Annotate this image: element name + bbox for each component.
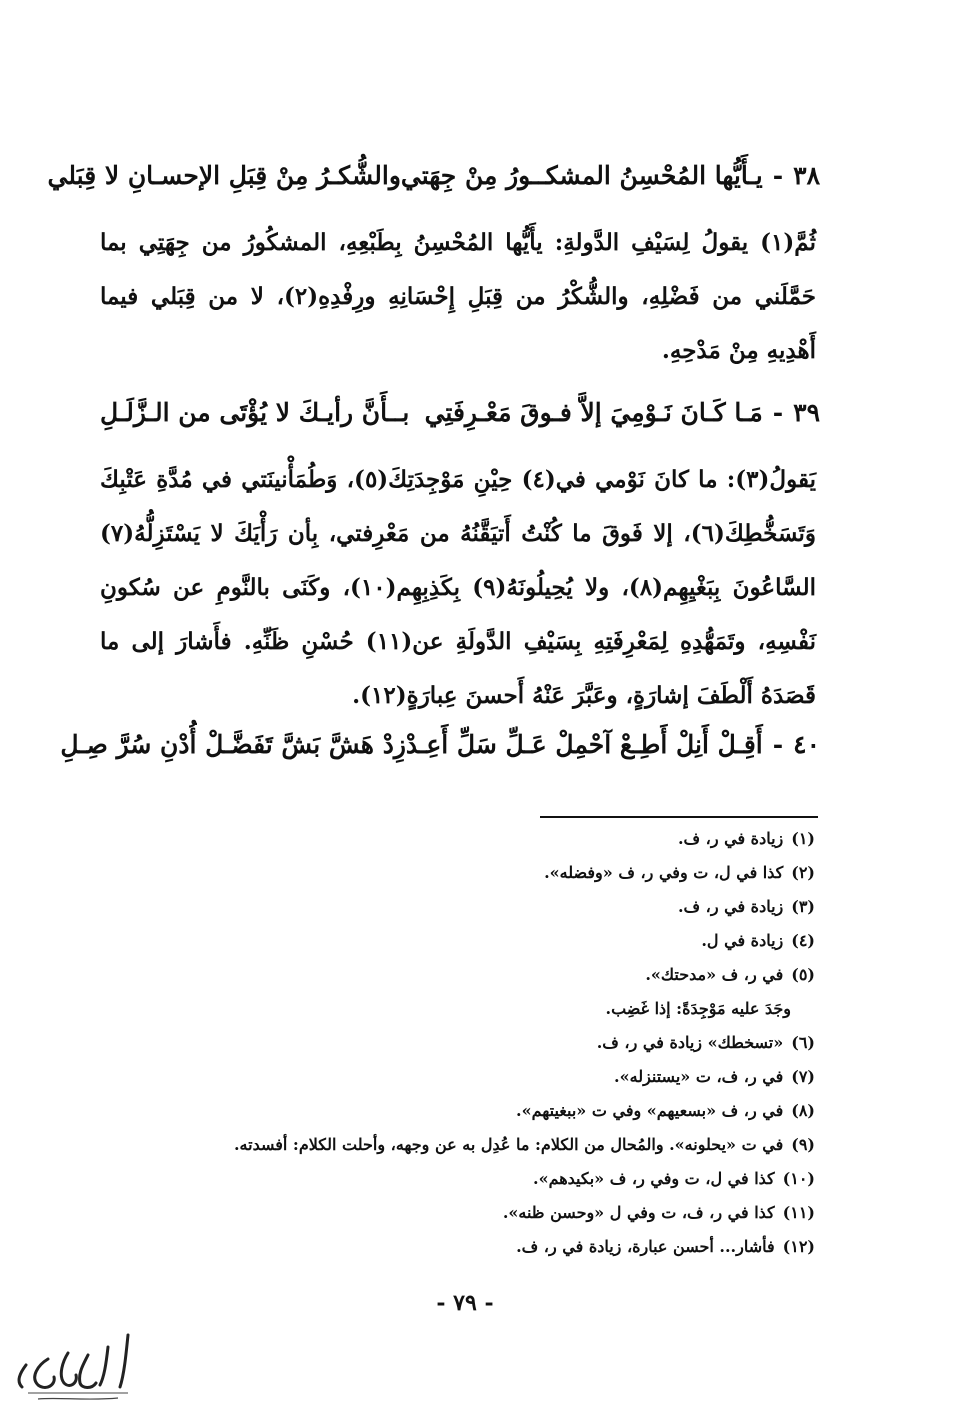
verse-first-hemistich: مَـا كَـانَ نَـوْمِيَ إلاَّ فـوقَ مَعْـرِفَتِي [424, 398, 763, 427]
page-number: - ٧٩ - [436, 1290, 494, 1316]
verse-second-hemistich: بــأَنَّ رأيـكَ لا يُؤْتَى من الـزَّلَـلِ [100, 398, 410, 427]
footnote: (١)زيادة في ر، ف. [677, 829, 815, 848]
footnote: (٤)زيادة في ل. [701, 931, 815, 950]
footnote: (٨)في ر، ف «بسعيهم» وفي ت «ببغيتهم». [516, 1101, 815, 1120]
footnote-divider [540, 816, 818, 818]
commentary-paragraph: يَقولُ(٣): ما كانَ نَوْمي في(٤) حِيْنِ مَوْجِدَتِكَ(٥)، وَطُمَأْنينَتي في مُدَّةِ عَتْبِكَ وَتَسَخُّطِكَ(٦)، إلا فَوقَ ما كُنْتُ أَتيَقَّنُهُ من مَعْرِفتي، بِأن رَأْيَكَ لا يَسْتَزِلُّهُ(٧) السَّاعُونَ بِبَغْيِهِم(٨)، ولا يُحِيلُونَهُ(٩) بِكَذِبِهِم(١٠)، وكَنَى بالنَّومِ عن سُكونِ نَفْسِهِ، وتَمَهُّدِهِ لِمَعْرِفَتِهِ بِسَيْفِ الدَّولَةِ عن(١١) حُسْنِ ظَنِّهِ. فأَشارَ إلى ما قَصَدَهُ أَلْطَفَ إشارَةٍ، وعَبَّرَ عَنْهُ أَحسنَ عِبارَةٍ(١٢). [100, 466, 816, 709]
verse-first-hemistich: يـأَيُّها المُحْسِنُ المشكــورُ مِنْ جِهَتي [400, 161, 763, 190]
verse-38: ٣٨ - يـأَيُّها المُحْسِنُ المشكــورُ مِنْ جِهَتي والشُّكـرُ مِنْ قِبَلِ الإحسـانِ لا قِبَلي [100, 153, 820, 199]
verse-second-hemistich: والشُّكـرُ مِنْ قِبَلِ الإحسـانِ لا قِبَلي [47, 161, 401, 190]
footnote: (٣)زيادة في ر، ف. [677, 897, 815, 916]
verse-number: ٣٨ [793, 161, 820, 190]
footnote: (٩)في ت «يحلونه». والمُحال من الكلام: ما عُدِل به عن وجهه، وأحلت الكلام: أفسدته. [233, 1135, 815, 1154]
verse-39: ٣٩ - مَـا كَـانَ نَـوْمِيَ إلاَّ فـوقَ مَعْـرِفَتِي بــأَنَّ رأيـكَ لا يُؤْتَى من الـزَّلَـلِ [100, 390, 820, 436]
commentary-paragraph: ثُمَّ(١) يقولُ لِسَيْفِ الدَّولةِ: يأَيُّها المُحْسِنُ بِطَبْعِهِ، المشكُورُ من جِهَتِي بما حَمَّلَني من فَضْلِهِ، والشُّكْرُ من قِبَلِ إِحْسَانِهِ ورِفْدِهِ(٢)، لا من قِبَلي فيما أَهْدِيهِ مِنْ مَدْحِهِ. [100, 229, 816, 364]
footnote: (١١)كذا في ر، ف، ت وفي ل «وحسن ظنه». [502, 1203, 815, 1222]
verse-number: ٤٠ [793, 730, 820, 759]
footnotes-list [100, 822, 815, 1264]
verse-40: ٤٠ - أَقِـلْ أَنِلْ أَطِـعْ آحْمِلْ عَـلِّ سَلِّ أَعِـدْ زِدْ هَشَّ بَشَّ تَفَضَّـلْ أُدْنِ سُرَّ صِـلِ [100, 722, 820, 768]
verse-first-hemistich: أَقِـلْ أَنِلْ أَطِـعْ آحْمِلْ عَـلِّ سَلِّ أَعِـدْ [405, 730, 763, 759]
footnote: (٥)في ر، ف «مدحتك». [645, 965, 815, 984]
verse-second-hemistich: زِدْ هَشَّ بَشَّ تَفَضَّـلْ أُدْنِ سُرَّ صِـلِ [60, 730, 406, 759]
verse-number: ٣٩ [793, 398, 820, 427]
footnote: (٢)كذا في ل، ت وفي ر، ف «وفضله». [544, 863, 815, 882]
footnote: (٧)في ر، ف، ت «يستنزله». [614, 1067, 815, 1086]
footnote: (٦)«تسخطك» زيادة في ر، ف. [596, 1033, 815, 1052]
footnote: (١٢)فأشار... أحسن عبارة، زيادة في ر، ف. [516, 1237, 815, 1256]
calligraphy-stamp-logo [8, 1325, 143, 1405]
footnote: (١٠)كذا في ل، ت وفي ر، ف «بكيدهم». [533, 1169, 815, 1188]
footnote-gloss: وجَدَ عليه مَوْجِدَةً: إذا غَضِب. [605, 999, 791, 1018]
